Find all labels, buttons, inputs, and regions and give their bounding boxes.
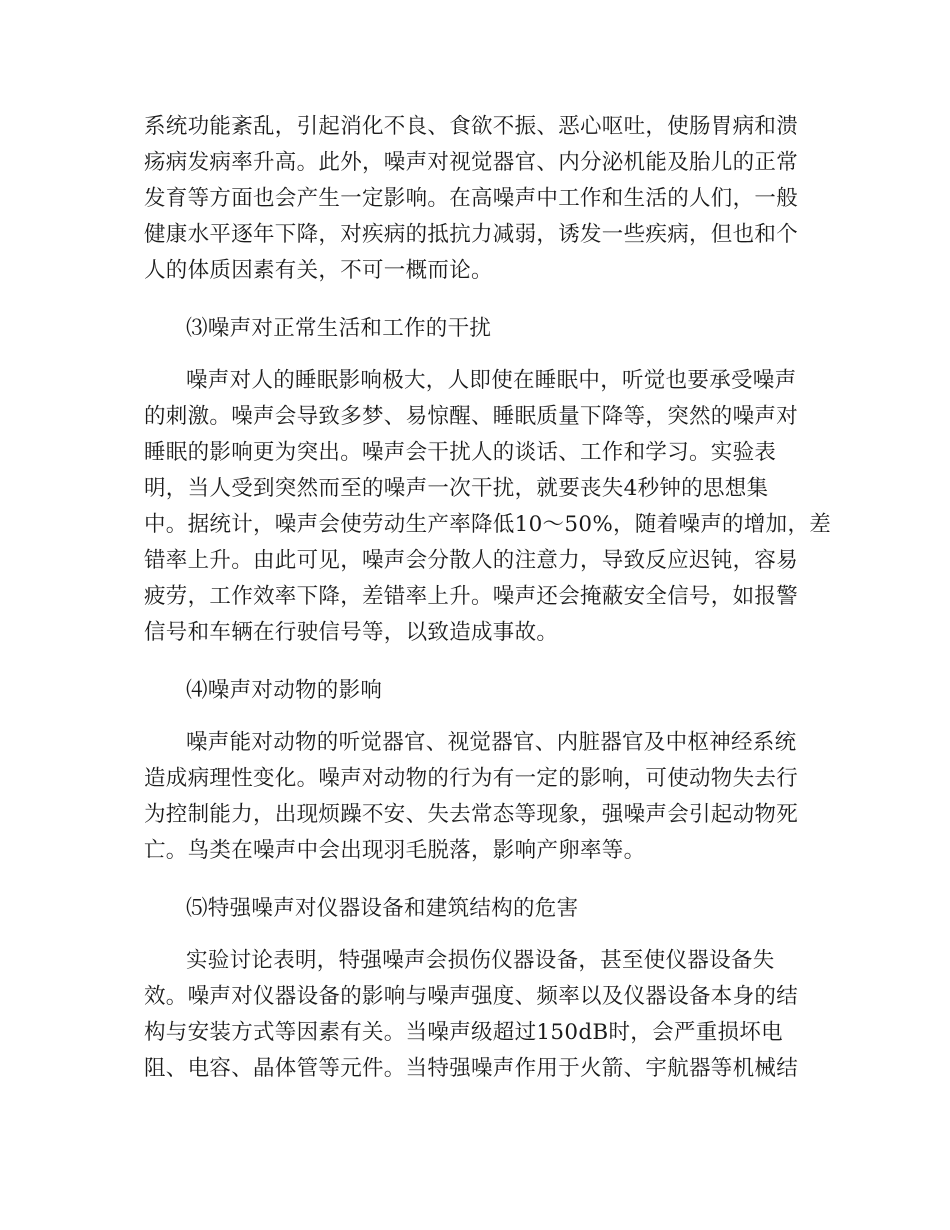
text-line: 造成病理性变化。噪声对动物的行为有一定的影响，可使动物失去行 [144,766,799,791]
text-line: 效。噪声对仪器设备的影响与噪声强度、频率以及仪器设备本身的结 [144,984,799,1009]
text-line: 构与安装方式等因素有关。当噪声级超过150dB时，会严重损坏电 [144,1020,783,1045]
text-line: 阻、电容、晶体管等元件。当特强噪声作用于火箭、宇航器等机械结 [144,1056,799,1081]
section-heading-5: ⑸特强噪声对仪器设备和建筑结构的危害 [186,896,579,921]
text-line: 人的体质因素有关，不可一概而论。 [144,258,493,283]
section-heading-3: ⑶噪声对正常生活和工作的干扰 [186,316,492,341]
text-line: 错率上升。由此可见，噪声会分散人的注意力，导致反应迟钝，容易 [144,548,799,573]
text-line: 的刺激。噪声会导致多梦、易惊醒、睡眠质量下降等，突然的噪声对 [144,404,799,429]
section-heading-4: ⑷噪声对动物的影响 [186,678,383,703]
text-line: 明，当人受到突然而至的噪声一次干扰，就要丧失4秒钟的思想集 [144,476,769,501]
text-line: 亡。鸟类在噪声中会出现羽毛脱落，影响产卵率等。 [144,838,646,863]
text-line: 系统功能紊乱，引起消化不良、食欲不振、恶心呕吐，使肠胃病和溃 [144,114,799,139]
text-line: 信号和车辆在行驶信号等，以致造成事故。 [144,620,559,645]
text-line: 为控制能力，出现烦躁不安、失去常态等现象，强噪声会引起动物死 [144,802,799,827]
text-line: 疲劳，工作效率下降，差错率上升。噪声还会掩蔽安全信号，如报警 [144,584,799,609]
text-line: 健康水平逐年下降，对疾病的抵抗力减弱，诱发一些疾病，但也和个 [144,222,799,247]
text-line: 疡病发病率升高。此外，噪声对视觉器官、内分泌机能及胎儿的正常 [144,150,799,175]
text-line: 发育等方面也会产生一定影响。在高噪声中工作和生活的人们，一般 [144,186,799,211]
text-line: 睡眠的影响更为突出。噪声会干扰人的谈话、工作和学习。实验表 [144,440,777,465]
text-line: 噪声对人的睡眠影响极大，人即使在睡眠中，听觉也要承受噪声 [186,368,797,393]
text-line: 噪声能对动物的听觉器官、视觉器官、内脏器官及中枢神经系统 [186,730,797,755]
text-line: 中。据统计，噪声会使劳动生产率降低10～50%，随着噪声的增加，差 [144,512,832,537]
text-line: 实验讨论表明，特强噪声会损伤仪器设备，甚至使仪器设备失 [186,948,775,973]
